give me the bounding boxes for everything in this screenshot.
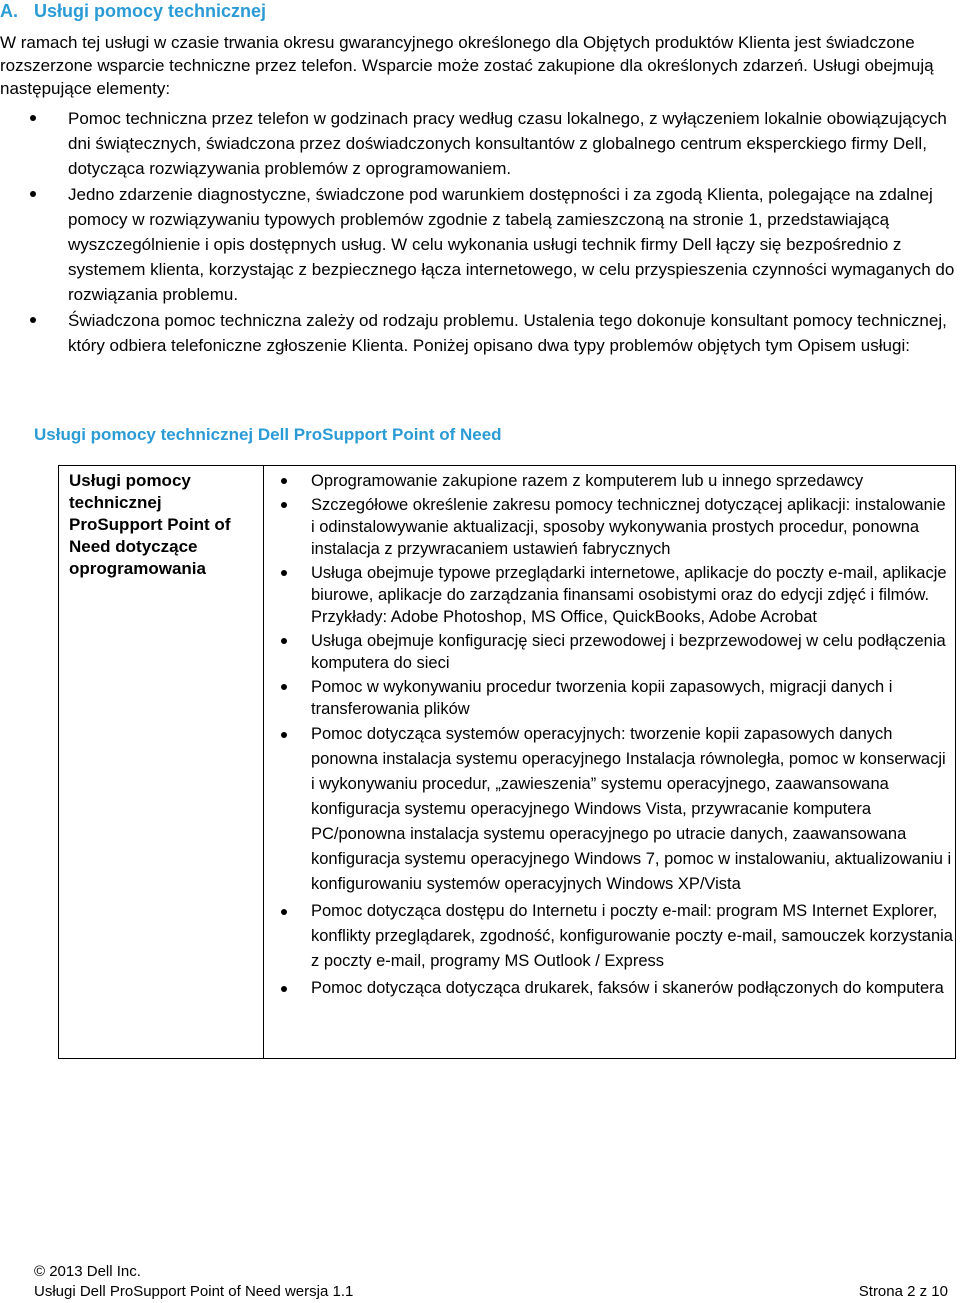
list-item: Oprogramowanie zakupione razem z komputerem lub u innego sprzedawcy [273, 470, 953, 492]
list-item: Usługa obejmuje konfigurację sieci przewodowej i bezprzewodowej w celu podłączenia komputera do sieci [273, 630, 953, 674]
footer-page-number: Strona 2 z 10 [858, 1283, 948, 1300]
list-item: Pomoc techniczna przez telefon w godzinach pracy według czasu lokalnego, z wyłączeniem lokalnie obowiązujących dni świątecznych, świadczona przez doświadczonych konsultantów z globalnego centrum eksperckiego firmy Dell, dotycząca rozwiązywania problemów z oprogramowaniem. [0, 106, 955, 181]
table-services-list [273, 470, 953, 1003]
services-bullet-list [0, 106, 955, 359]
list-item: Pomoc dotycząca dostępu do Internetu i poczty e-mail: program MS Internet Explorer, konflikty przeglądarek, zgodność, konfigurowanie poczty e-mail, samouczek korzystania z poczty e-mail, programy MS Outlook / Express [273, 899, 953, 974]
list-item: Szczegółowe określenie zakresu pomocy technicznej dotyczącej aplikacji: instalowanie i odinstalowywanie aktualizacji, sposoby wykonywania prostych procedur, ponowna instalacja z przywracaniem ustawień fabrycznych [273, 494, 953, 560]
list-item: Jedno zdarzenie diagnostyczne, świadczone pod warunkiem dostępności i za zgodą Klienta, polegające na zdalnej pomocy w rozwiązywaniu typowych problemów zgodnie z tabelą zamieszczoną na stronie 1, przedstawiającą wyszczególnienie i opis dostępnych usług. W celu wykonania usługi technik firmy Dell łączy się bezpośrednio z systemem klienta, korzystając z bezpiecznego łącza internetowego, w celu przyspieszenia czynności wymaganych do rozwiązania problemu. [0, 182, 955, 307]
table-column-divider [263, 466, 264, 1058]
prosupport-table [58, 465, 956, 1059]
list-item: Pomoc w wykonywaniu procedur tworzenia kopii zapasowych, migracji danych i transferowania plików [273, 676, 953, 720]
list-item: Usługa obejmuje typowe przeglądarki internetowe, aplikacje do poczty e-mail, aplikacje biurowe, aplikacje do zarządzania finansami osobistymi oraz do edycji zdjęć i filmów. Przykłady: Adobe Photoshop, MS Office, QuickBooks, Adobe Acrobat [273, 562, 953, 628]
list-item: Świadczona pomoc techniczna zależy od rodzaju problemu. Ustalenia tego dokonuje konsultant pomocy technicznej, który odbiera telefoniczne zgłoszenie Klienta. Poniżej opisano dwa typy problemów objętych tym Opisem usługi: [0, 308, 955, 358]
footer-document-title: Usługi Dell ProSupport Point of Need wersja 1.1 [34, 1283, 354, 1300]
list-item: Pomoc dotycząca dotycząca drukarek, faksów i skanerów podłączonych do komputera [273, 976, 953, 1001]
table-row-header: Usługi pomocy technicznej ProSupport Point of Need dotyczące oprogramowania [69, 471, 231, 578]
section-letter: A. [0, 1, 18, 21]
footer-copyright: © 2013 Dell Inc. [34, 1263, 141, 1280]
prosupport-section-title: Usługi pomocy technicznej Dell ProSupport Point of Need [34, 425, 502, 444]
section-title: Usługi pomocy technicznej [34, 1, 267, 21]
section-heading [0, 0, 266, 22]
intro-text: W ramach tej usługi w czasie trwania okresu gwarancyjnego określonego dla Objętych produktów Klienta jest świadczone rozszerzone wsparcie techniczne przez telefon. Wsparcie może zostać zakupione dla określonych zdarzeń. Usługi obejmują następujące elementy: [0, 33, 934, 98]
intro-paragraph [0, 31, 950, 100]
list-item: Pomoc dotycząca systemów operacyjnych: tworzenie kopii zapasowych danych ponowna instalacja systemu operacyjnego Instalacja równoległa, pomoc w konserwacji i wykonywaniu procedur, „zawieszenia” systemu operacyjnego, zaawansowana konfiguracja systemu operacyjnego Windows Vista, przywracanie komputera PC/ponowna instalacja systemu operacyjnego po utracie danych, zaawansowana konfiguracja systemu operacyjnego Windows 7, pomoc w instalowaniu, aktualizowaniu i konfigurowaniu systemów operacyjnych Windows XP/Vista [273, 722, 953, 897]
